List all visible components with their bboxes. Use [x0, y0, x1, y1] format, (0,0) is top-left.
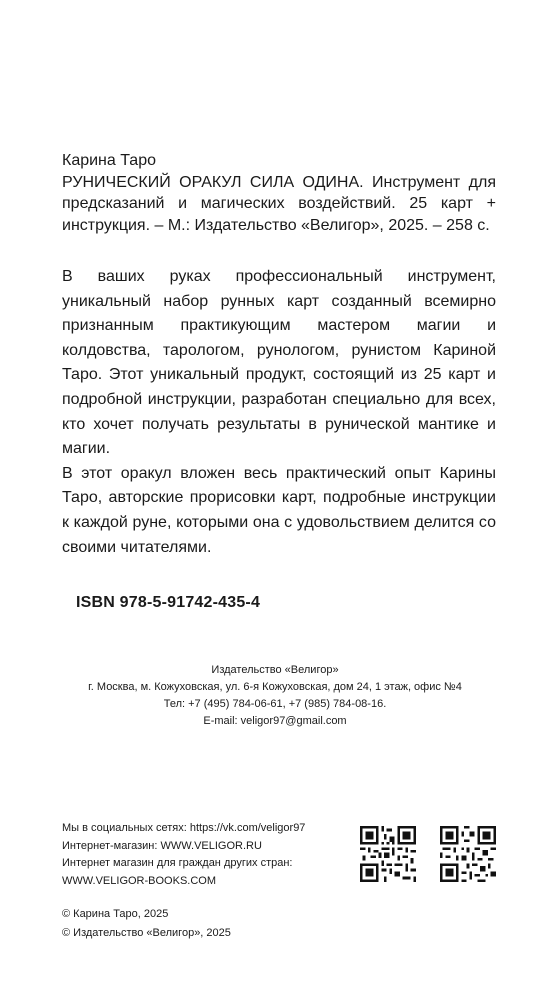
- isbn: ISBN 978-5-91742-435-4: [76, 594, 261, 611]
- copyright-publisher: © Издательство «Велигор», 2025: [62, 926, 231, 939]
- annotation-paragraph-1: В ваших руках профессиональный инструмент, уникальный набор рунных карт созданный всемирно признанным практикующим мастером магии и колдовства, тарологом, рунологом, рунистом Кариной Таро. Этот уникальный продукт, состоящий из 25 карт и подробной инструкции, разработан специально для всех, кто хочет получать результаты в рунической мантике и магии.: [62, 268, 496, 458]
- foreign-shop-url: WWW.VELIGOR-BOOKS.COM: [62, 874, 217, 887]
- annotation: [62, 265, 496, 560]
- qr-code-icon: [360, 826, 416, 882]
- qr-code-icon: [440, 826, 496, 882]
- book-description: РУНИЧЕСКИЙ ОРАКУЛ СИЛА ОДИНА. Инструмент для предсказаний и магических воздействий. 25 карт + инструкция. – М.: Издательство «Велигор», 2025. – 258 с.: [62, 173, 496, 234]
- copyright-author: © Карина Таро, 2025: [62, 908, 169, 920]
- social-links: [62, 820, 305, 890]
- publisher-info: [60, 662, 490, 730]
- foreign-shop-line: Интернет магазин для граждан других стран:: [62, 857, 293, 869]
- publisher-address: г. Москва, м. Кожуховская, ул. 6-я Кожуховская, дом 24, 1 этаж, офис №4: [88, 681, 462, 693]
- annotation-paragraph-2: В этот оракул вложен весь практический опыт Карины Таро, авторские прорисовки карт, подробные инструкции к каждой руне, которыми она с удовольствием делится со своими читателями.: [62, 464, 496, 556]
- social-network-line: Мы в социальных сетях: https://vk.com/veligor97: [62, 822, 306, 834]
- publisher-email: E-mail: veligor97@gmail.com: [203, 715, 347, 727]
- publisher-name: Издательство «Велигор»: [211, 664, 339, 676]
- publisher-phone: Тел: +7 (495) 784-06-61, +7 (985) 784-08-16.: [163, 698, 387, 710]
- bibliographic-record: [62, 150, 496, 236]
- author-name: Карина Таро: [62, 152, 156, 169]
- copyright-block: [62, 905, 231, 942]
- online-shop-line: Интернет-магазин: WWW.VELIGOR.RU: [62, 839, 262, 852]
